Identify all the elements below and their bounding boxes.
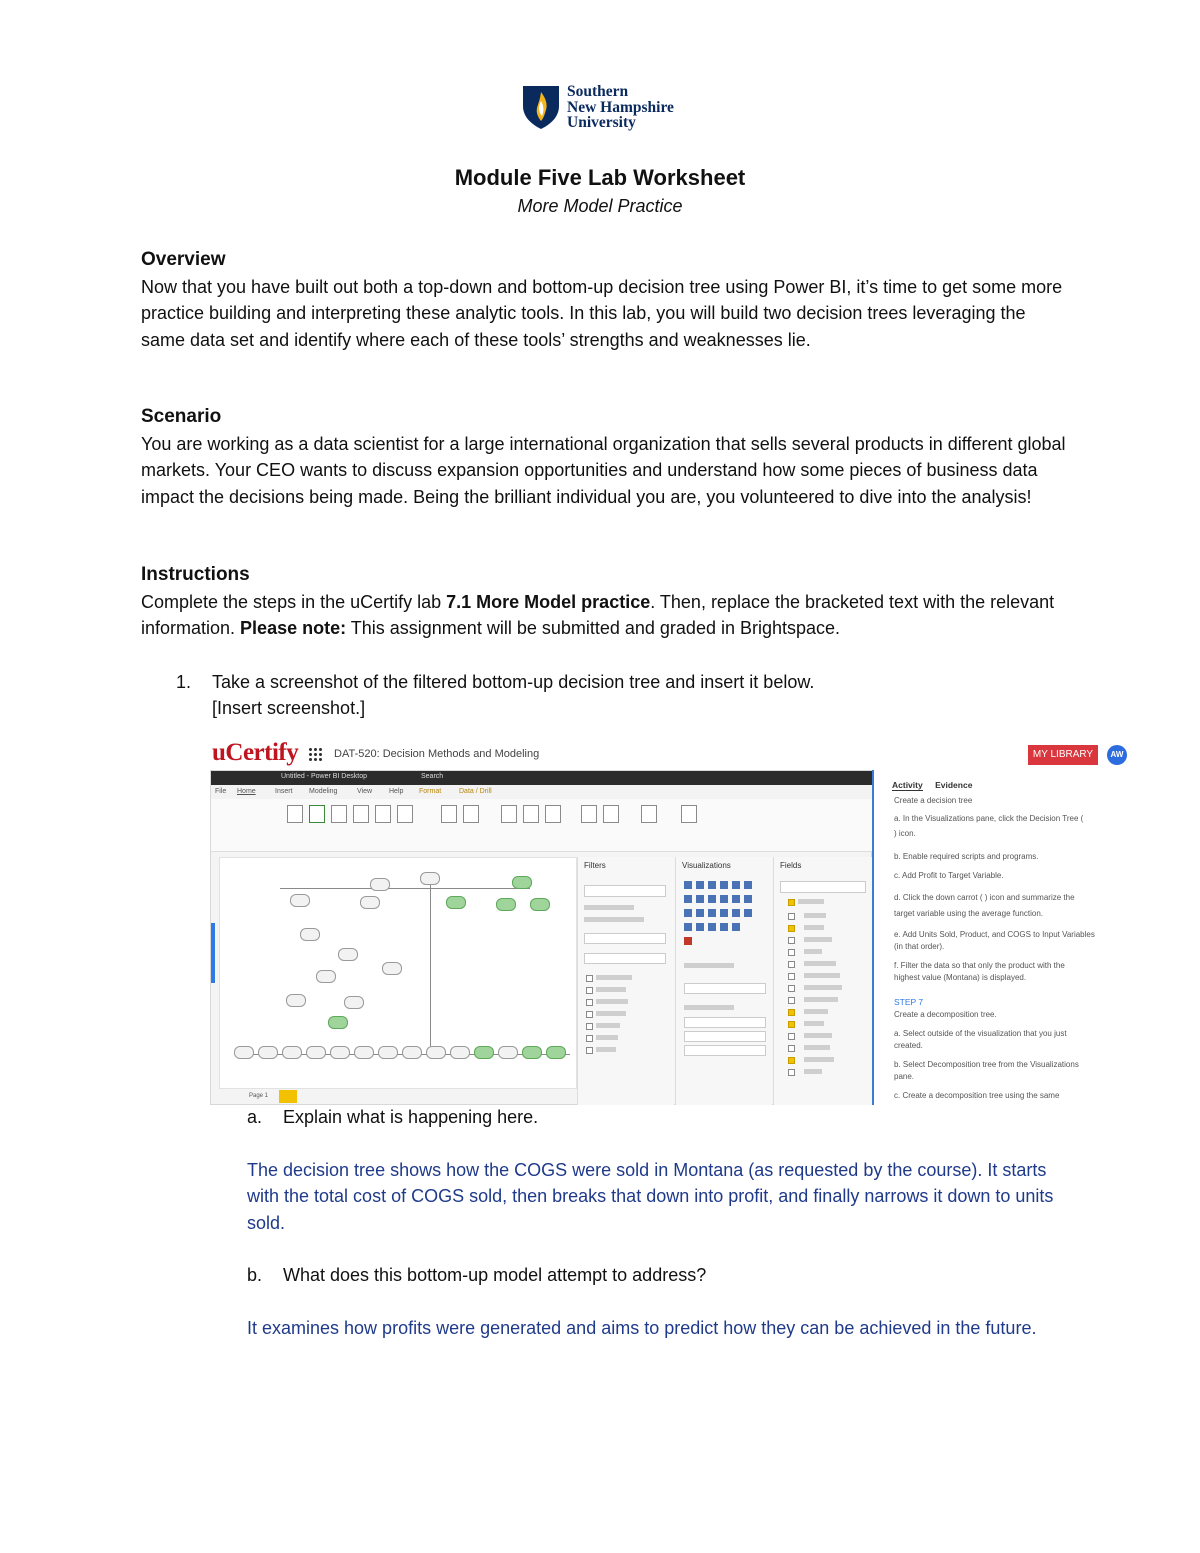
ribbon-icon	[603, 805, 619, 823]
step-text: c. Add Profit to Target Variable.	[894, 871, 1004, 880]
viz-icon	[732, 881, 740, 889]
step-text: ) icon.	[894, 829, 916, 838]
pbi-tab: Data / Drill	[459, 788, 492, 795]
tree-node	[300, 928, 320, 941]
field-checkbox	[788, 1057, 795, 1064]
ucertify-header	[210, 737, 1132, 770]
pbi-title-bar	[211, 771, 873, 785]
step-text: Create a decision tree	[894, 796, 973, 805]
field-line	[804, 1045, 830, 1050]
step-text: c. Create a decomposition tree using the same	[894, 1091, 1060, 1100]
ribbon-icon	[287, 805, 303, 823]
overview-heading: Overview	[141, 249, 226, 270]
step-heading: STEP 7	[894, 997, 924, 1007]
filter-line	[596, 1011, 626, 1016]
pbi-ribbon	[211, 799, 873, 852]
field-line	[804, 1057, 834, 1062]
field-line	[804, 997, 838, 1002]
viz-icon	[744, 881, 752, 889]
activity-tabs	[892, 780, 982, 790]
my-library-button: MY LIBRARY	[1028, 745, 1098, 765]
field-checkbox	[788, 961, 795, 968]
filters-pane	[577, 857, 674, 1105]
step-text: a. In the Visualizations pane, click the Decision Tree (	[894, 814, 1084, 823]
list-item-1	[176, 669, 815, 718]
tree-node	[498, 1046, 518, 1059]
viz-icon	[696, 895, 704, 903]
ucertify-logo: uCertify	[212, 739, 299, 766]
field-checkbox	[788, 1009, 795, 1016]
ribbon-icon	[501, 805, 517, 823]
tree-node	[282, 1046, 302, 1059]
input-variable-well	[684, 1031, 766, 1042]
ribbon-icon	[375, 805, 391, 823]
field-line	[804, 1069, 822, 1074]
filter-line	[596, 1047, 616, 1052]
viz-icon	[696, 909, 704, 917]
scenario-heading: Scenario	[141, 406, 222, 427]
ribbon-icon	[463, 805, 479, 823]
add-page-button	[279, 1090, 297, 1103]
field-checkbox	[788, 937, 795, 944]
pbi-search: Search	[421, 773, 444, 780]
field-checkbox	[788, 997, 795, 1004]
viz-icon	[708, 909, 716, 917]
tree-node	[344, 996, 364, 1009]
instructions-text	[141, 589, 1071, 642]
tree-node	[496, 898, 516, 911]
viz-pane-title: Visualizations	[682, 861, 731, 870]
filter-search-2	[584, 953, 666, 964]
pbi-tab: Help	[389, 788, 404, 795]
step-text: highest value (Montana) is displayed.	[894, 973, 1027, 982]
tree-node	[446, 896, 466, 909]
field-checkbox	[788, 925, 795, 932]
step-text: b. Select Decomposition tree from the Visualizations	[894, 1060, 1079, 1069]
scenario-text: You are working as a data scientist for a large international organization that sells several products in different global markets. Your CEO wants to discuss expansion opportunities and understand how some pieces of business data impact the decisions being made. Being the brilliant individual you are, you volunteered to dive into the analysis!	[141, 433, 1066, 507]
step-text: created.	[894, 1041, 923, 1050]
ribbon-icon	[353, 805, 369, 823]
field-checkbox	[788, 1021, 795, 1028]
tab-evidence: Evidence	[935, 780, 973, 790]
decision-tree-viz-icon	[684, 937, 692, 945]
viz-icon	[744, 895, 752, 903]
viz-icon	[708, 881, 716, 889]
tree-node	[402, 1046, 422, 1059]
tree-node	[378, 1046, 398, 1059]
tree-node	[330, 1046, 350, 1059]
field-line	[804, 961, 836, 966]
filter-line	[584, 917, 644, 922]
field-line	[804, 1033, 832, 1038]
viz-icon	[720, 881, 728, 889]
overview-text: Now that you have built out both a top-down and bottom-up decision tree using Power BI, it’s time to get some more practice building and interpreting these analytic tools. In this lab, you will build two decision trees leveraging the same data set and identify where each of these tools’ strengths and weaknesses lie.	[141, 276, 1063, 350]
avatar: AW	[1107, 745, 1127, 765]
viz-icon	[720, 923, 728, 931]
fields-pane-title: Fields	[780, 861, 802, 870]
tab-activity: Activity	[892, 780, 923, 790]
ribbon-icon	[581, 805, 597, 823]
ribbon-icon	[397, 805, 413, 823]
tree-node	[338, 948, 358, 961]
sub-label-a: a.	[247, 1107, 263, 1127]
page-tab: Page 1	[249, 1093, 269, 1099]
step-text: e. Add Units Sold, Product, and COGS to Input Variables	[894, 930, 1095, 939]
field-checkbox	[788, 1069, 795, 1076]
ribbon-icon	[681, 805, 697, 823]
item1-placeholder: [Insert screenshot.]	[212, 698, 366, 718]
fields-pane	[773, 857, 872, 1105]
document-subtitle: More Model Practice	[517, 196, 683, 216]
logo-line-2: New Hampshire	[567, 98, 674, 116]
viz-line	[684, 1005, 734, 1010]
tree-node	[530, 898, 550, 911]
apps-grid-icon	[308, 747, 322, 761]
sub-label-b: b.	[247, 1265, 263, 1285]
tree-node	[316, 970, 336, 983]
side-tab-marker	[211, 923, 215, 983]
answer-b: It examines how profits were generated and aims to predict how they can be achieved in the future.	[247, 1317, 1037, 1338]
input-variable-well	[684, 1045, 766, 1056]
instructions-text-mid: . Then, replace the bracketed text with the relevant information.	[141, 591, 1055, 638]
viz-icon	[732, 895, 740, 903]
tree-node	[360, 896, 380, 909]
viz-icon	[684, 909, 692, 917]
embedded-screenshot	[210, 737, 1132, 1105]
field-line	[804, 925, 824, 930]
ribbon-icon	[545, 805, 561, 823]
pbi-tab: Home	[237, 788, 256, 795]
logo-line-1: Southern	[567, 83, 629, 100]
overview-section	[141, 247, 1071, 353]
decision-tree-canvas	[219, 857, 577, 1089]
field-checkbox	[788, 985, 795, 992]
filter-line	[596, 1023, 620, 1028]
pbi-tab: Format	[419, 788, 442, 795]
step-text: target variable using the average function.	[894, 909, 1043, 918]
pbi-tab: Insert	[275, 788, 293, 795]
lab-name: 7.1 More Model practice	[446, 591, 651, 612]
note-label: Please note:	[240, 618, 347, 638]
filter-type-select	[584, 933, 666, 944]
input-variable-well	[684, 1017, 766, 1028]
field-checkbox	[788, 1045, 795, 1052]
filter-line	[584, 905, 634, 910]
field-line	[798, 899, 824, 904]
course-title: DAT-520: Decision Methods and Modeling	[334, 748, 540, 760]
tree-node	[426, 1046, 446, 1059]
ribbon-icon	[441, 805, 457, 823]
field-checkbox	[788, 949, 795, 956]
instructions-text-before: Complete the steps in the uCertify lab	[141, 591, 447, 612]
filter-line	[596, 999, 628, 1004]
filters-pane-title: Filters	[584, 861, 606, 870]
field-line	[804, 949, 822, 954]
viz-icon	[732, 923, 740, 931]
viz-icon	[684, 881, 692, 889]
field-checkbox	[788, 1033, 795, 1040]
viz-icon	[696, 881, 704, 889]
tree-node	[290, 894, 310, 907]
activity-panel	[872, 770, 1132, 1105]
tree-node	[512, 876, 532, 889]
instructions-heading: Instructions	[141, 564, 250, 585]
tree-node	[474, 1046, 494, 1059]
filter-search	[584, 885, 666, 897]
tree-node	[354, 1046, 374, 1059]
step-text: d. Click the down carrot ( ) icon and summarize the	[894, 893, 1075, 902]
filter-line	[596, 975, 632, 980]
step-text: b. Enable required scripts and programs.	[894, 852, 1039, 861]
viz-icon	[684, 895, 692, 903]
filter-line	[596, 987, 626, 992]
logo-wordmark	[567, 84, 674, 131]
sub-question-b	[247, 1262, 1067, 1341]
ribbon-icon	[331, 805, 347, 823]
tree-node	[234, 1046, 254, 1059]
viz-icon	[732, 909, 740, 917]
instructions-text-after: This assignment will be submitted and graded in Brightspace.	[346, 618, 841, 638]
field-line	[804, 1021, 824, 1026]
tree-node	[328, 1016, 348, 1029]
field-line	[804, 937, 832, 942]
viz-icon	[744, 909, 752, 917]
instructions-section	[141, 562, 1071, 642]
filter-checkbox	[586, 1035, 593, 1042]
tree-node	[382, 962, 402, 975]
tree-node	[420, 872, 440, 885]
filter-checkbox	[586, 975, 593, 982]
target-variable-well	[684, 983, 766, 994]
tree-node	[258, 1046, 278, 1059]
field-line	[804, 1009, 828, 1014]
viz-icon	[708, 895, 716, 903]
pbi-ribbon-tabs	[211, 785, 873, 800]
viz-icon	[720, 895, 728, 903]
shield-flame-icon	[521, 84, 561, 130]
tree-edge	[430, 882, 431, 1052]
item1-prompt: Take a screenshot of the filtered bottom-up decision tree and insert it below.	[212, 672, 815, 692]
question-a: Explain what is happening here.	[283, 1107, 539, 1127]
pbi-title: Untitled - Power BI Desktop	[281, 773, 367, 780]
tree-node	[370, 878, 390, 891]
field-line	[804, 973, 840, 978]
filter-checkbox	[586, 1023, 593, 1030]
step-text: f. Filter the data so that only the product with the	[894, 961, 1065, 970]
filter-line	[596, 1035, 618, 1040]
step-text: a. Select outside of the visualization that you just	[894, 1029, 1067, 1038]
ribbon-icon	[309, 805, 325, 823]
viz-icon	[708, 923, 716, 931]
list-number: 1.	[176, 672, 192, 692]
ribbon-icon	[641, 805, 657, 823]
tree-node	[306, 1046, 326, 1059]
logo-line-3: University	[567, 114, 636, 131]
document-title: Module Five Lab Worksheet	[454, 165, 746, 190]
snhu-logo	[521, 84, 674, 131]
filter-checkbox	[586, 999, 593, 1006]
field-line	[804, 913, 826, 918]
pbi-tab: View	[357, 788, 373, 795]
ribbon-icon	[523, 805, 539, 823]
field-line	[804, 985, 842, 990]
visualizations-pane	[675, 857, 772, 1105]
tree-node	[450, 1046, 470, 1059]
fields-search	[780, 881, 866, 893]
pbi-tab: File	[215, 788, 227, 795]
viz-icon	[684, 923, 692, 931]
question-b: What does this bottom-up model attempt to address?	[283, 1265, 707, 1285]
tree-node	[522, 1046, 542, 1059]
viz-icon	[696, 923, 704, 931]
answer-a: The decision tree shows how the COGS were sold in Montana (as requested by the course). It starts with the total cost of COGS sold, then breaks that down into profit, and finally narrows it down to units sold.	[247, 1159, 1054, 1233]
field-checkbox	[788, 973, 795, 980]
filter-checkbox	[586, 987, 593, 994]
viz-icon	[720, 909, 728, 917]
field-checkbox	[788, 899, 795, 906]
sub-question-a	[247, 1104, 1067, 1236]
power-bi-window	[210, 770, 872, 1105]
tree-node	[546, 1046, 566, 1059]
tree-node	[286, 994, 306, 1007]
step-text: Create a decomposition tree.	[894, 1010, 997, 1019]
step-text: pane.	[894, 1072, 915, 1081]
viz-line	[684, 963, 734, 968]
tree-edge	[280, 888, 530, 889]
scenario-section	[141, 404, 1071, 510]
pbi-tab: Modeling	[309, 788, 338, 795]
filter-checkbox	[586, 1011, 593, 1018]
field-checkbox	[788, 913, 795, 920]
step-text: (in that order).	[894, 942, 945, 951]
filter-checkbox	[586, 1047, 593, 1054]
